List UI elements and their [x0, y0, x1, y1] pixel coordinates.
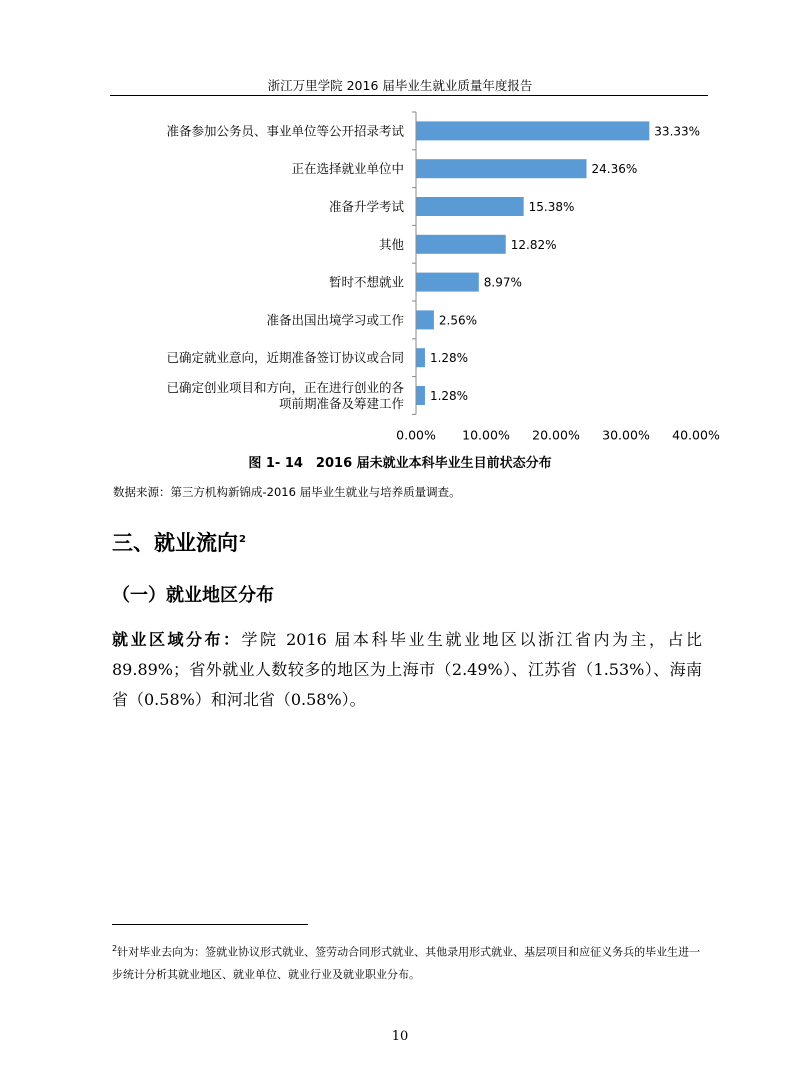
footnote-reference: 2 — [239, 534, 246, 545]
section-heading — [112, 527, 246, 557]
footnote-rule — [112, 924, 308, 925]
data-label: 2.56% — [438, 313, 478, 328]
section-heading-text: 三、就业流向 — [112, 531, 238, 555]
x-tick-label: 20.00% — [532, 427, 580, 443]
chart-bar — [416, 386, 425, 405]
x-tick-label: 10.00% — [462, 427, 510, 443]
data-label: 24.36% — [591, 162, 638, 177]
status-bar-chart — [100, 100, 720, 445]
category-label: 已确定就业意向，近期准备签订协议或合同 — [166, 350, 404, 366]
figure-caption: 图 1- 14 2016 届未就业本科毕业生目前状态分布 — [248, 456, 552, 471]
running-header: 浙江万里学院 2016 届毕业生就业质量年度报告 — [267, 78, 533, 93]
footnote-marker: 2 — [112, 944, 118, 953]
data-label: 33.33% — [654, 124, 701, 139]
footnote — [112, 938, 702, 986]
category-label: 准备升学考试 — [328, 199, 404, 214]
data-label: 1.28% — [429, 351, 469, 366]
data-label: 15.38% — [528, 200, 575, 214]
chart-bar — [416, 348, 425, 367]
chart-bar — [416, 197, 524, 216]
chart-bar — [416, 310, 434, 329]
data-label: 12.82% — [510, 237, 557, 252]
x-tick-label: 0.00% — [396, 427, 436, 443]
subsection-heading: （一）就业地区分布 — [112, 585, 274, 606]
category-label: 准备出国出境学习或工作 — [266, 312, 404, 328]
paragraph-lead-in: 就业区域分布： — [112, 630, 242, 649]
data-source-note: 数据来源：第三方机构新锦成-2016 届毕业生就业与培养质量调查。 — [113, 485, 461, 499]
page-number: 10 — [391, 1029, 409, 1044]
chart-bar — [416, 159, 587, 178]
category-label: 暂时不想就业 — [328, 274, 404, 290]
chart-bar — [416, 273, 479, 292]
chart-bar — [416, 235, 506, 254]
category-label: 已确定创业项目和方向，正在进行创业的各 — [166, 380, 404, 395]
data-label: 8.97% — [483, 275, 522, 290]
category-label: 其他 — [378, 236, 404, 252]
chart-bar — [416, 121, 649, 140]
paragraph-text: 学院 2016 届本科毕业生就业地区以浙江省内为主，占比 89.89%；省外就业人数较多的地区为上海市（2.49%）、江苏省（1.53%）、海南省（0.58%）和河北省（0.58%）。 — [112, 630, 702, 709]
body-paragraph — [112, 625, 702, 715]
footnote-text: 针对毕业去向为：签就业协议形式就业、签劳动合同形式就业、其他录用形式就业、基层项目和应征义务兵的毕业生进一步统计分析其就业地区、就业单位、就业行业及就业职业分布。 — [112, 945, 701, 981]
x-tick-label: 30.00% — [602, 427, 650, 443]
data-label: 1.28% — [429, 389, 469, 403]
header-rule — [110, 95, 708, 96]
category-label: 项前期准备及筹建工作 — [278, 396, 404, 411]
x-tick-label: 40.00% — [672, 427, 720, 443]
category-label: 正在选择就业单位中 — [291, 161, 404, 177]
category-label: 准备参加公务员、事业单位等公开招录考试 — [166, 123, 404, 139]
